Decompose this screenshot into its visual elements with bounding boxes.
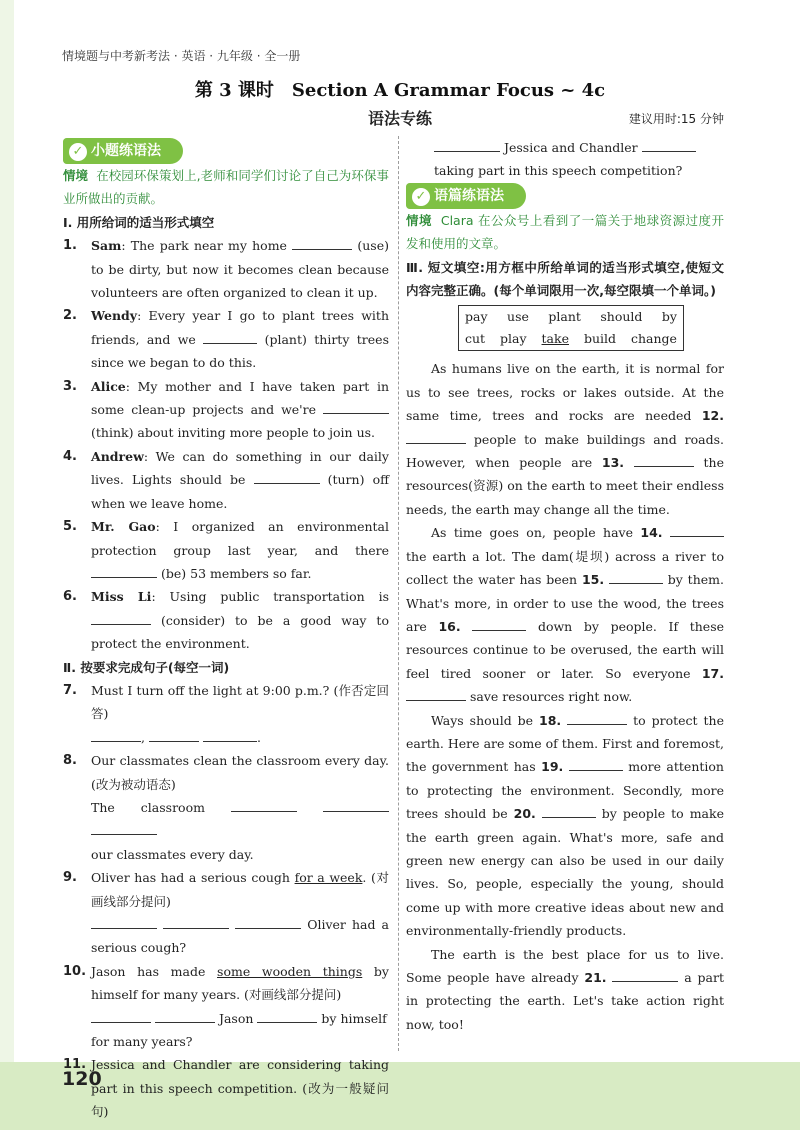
speaker: Sam bbox=[91, 238, 122, 254]
answer-blank[interactable] bbox=[203, 329, 257, 344]
answer-blank[interactable] bbox=[634, 452, 694, 467]
question-10 bbox=[63, 960, 389, 1054]
series-header: 情境题与中考新考法 · 英语 · 九年级 · 全一册 bbox=[62, 49, 301, 63]
answer-blank[interactable] bbox=[542, 803, 596, 818]
answer-blank[interactable] bbox=[434, 137, 500, 152]
word-item: pay bbox=[465, 309, 488, 325]
answer-blank[interactable] bbox=[569, 756, 623, 771]
question-1 bbox=[63, 234, 389, 304]
question-text: (consider) to be a good way to protect the environment. bbox=[91, 612, 389, 652]
banner-grammar-exercises bbox=[63, 138, 183, 164]
question-2 bbox=[63, 304, 389, 374]
underlined-phrase: for a week bbox=[294, 870, 363, 886]
question-11-continued bbox=[406, 136, 724, 183]
blank-number: 14. bbox=[640, 525, 663, 541]
question-number: 7. bbox=[63, 682, 77, 698]
answer-blank[interactable] bbox=[203, 727, 257, 742]
question-text: Jessica and Chandler are considering taking part in this speech competition. (改为一般疑问句) bbox=[91, 1057, 389, 1120]
passage-text: Ways should be bbox=[431, 712, 534, 728]
blank-number: 16. bbox=[438, 618, 461, 634]
passage-paragraph-1 bbox=[406, 357, 724, 521]
passage-text: to protect the earth. Here are some of them. First and foremost, the government has bbox=[406, 712, 724, 775]
word-item: play bbox=[500, 331, 527, 347]
answer-blank[interactable] bbox=[91, 563, 157, 578]
word-box bbox=[458, 305, 684, 351]
question-text: Oliver has had a serious cough bbox=[91, 870, 290, 886]
section-heading-2: Ⅱ. 按要求完成句子(每空一词) bbox=[63, 659, 230, 675]
question-text: : The park near my home bbox=[121, 238, 287, 254]
context-label: 情境 bbox=[406, 212, 432, 228]
sentence-tail: Oliver had a serious cough? bbox=[91, 917, 389, 956]
passage-text: down by people. If these resources continue to be overused, the earth will feel tired sooner or later. So everyone bbox=[406, 618, 724, 681]
punctuation: , bbox=[141, 729, 145, 745]
question-text: (plant) thirty trees since we began to do this. bbox=[91, 331, 389, 371]
answer-blank[interactable] bbox=[612, 967, 678, 982]
question-text: : Every year I go to plant trees with friends, and we bbox=[91, 308, 389, 347]
answer-blank[interactable] bbox=[257, 1008, 317, 1023]
word-item: take bbox=[541, 331, 569, 347]
blank-number: 21. bbox=[584, 970, 607, 985]
question-number: 6. bbox=[63, 589, 77, 605]
banner-label: 语篇练语法 bbox=[434, 187, 504, 204]
word-item: use bbox=[507, 309, 529, 325]
section-heading-3: Ⅲ. 短文填空:用方框中所给单词的适当形式填空,使短文内容完整正确。(每个单词限用一次,每空限填一个单词。) bbox=[406, 259, 724, 299]
question-number: 2. bbox=[63, 308, 77, 324]
word-item: cut bbox=[465, 331, 486, 347]
speaker: Alice bbox=[91, 378, 126, 394]
passage-text: The earth is the best place for us to live. Some people have already bbox=[406, 946, 724, 985]
word-row bbox=[465, 306, 677, 328]
blank-number: 17. bbox=[701, 665, 724, 681]
question-text: (think) about inviting more people to join us. bbox=[91, 425, 376, 441]
question-5 bbox=[63, 515, 389, 585]
answer-blank[interactable] bbox=[149, 727, 199, 742]
answer-blank[interactable] bbox=[472, 616, 526, 631]
underlined-phrase: some wooden things bbox=[217, 963, 363, 979]
question-number: 9. bbox=[63, 870, 77, 886]
page-subtitle: 语法专练 bbox=[367, 109, 432, 128]
context-label: 情境 bbox=[63, 168, 89, 183]
passage-paragraph-3 bbox=[406, 709, 724, 943]
question-7 bbox=[63, 679, 389, 749]
answer-blank[interactable] bbox=[609, 569, 663, 584]
passage-paragraph-4 bbox=[406, 943, 724, 1037]
question-11 bbox=[63, 1053, 389, 1123]
speaker: Mr. Gao bbox=[91, 519, 156, 535]
context-text: Clara 在公众号上看到了一篇关于地球资源过度开发和使用的文章。 bbox=[406, 212, 724, 252]
answer-blank[interactable] bbox=[642, 137, 696, 152]
passage-text: As time goes on, people have bbox=[431, 525, 633, 541]
question-number: 4. bbox=[63, 448, 77, 464]
answer-blank[interactable] bbox=[670, 522, 724, 537]
passage-text: by them. What's more, in order to use the wood, the trees are bbox=[406, 572, 724, 634]
banner-passage-grammar bbox=[406, 183, 526, 209]
question-number: 8. bbox=[63, 753, 77, 769]
blank-number: 20. bbox=[513, 806, 536, 822]
passage-text: save resources right now. bbox=[469, 689, 633, 705]
answer-blank[interactable] bbox=[163, 914, 229, 929]
check-icon: ✓ bbox=[69, 143, 87, 161]
passage-text: As humans live on the earth, it is normal for us to see trees, rocks or lakes outside. At the same time, trees and rocks are needed bbox=[406, 361, 724, 424]
answer-blank[interactable] bbox=[91, 820, 157, 835]
sentence-name: Jason bbox=[218, 1010, 254, 1026]
question-text: : We can do something in our daily lives. Lights should be bbox=[91, 448, 389, 488]
blank-number: 19. bbox=[541, 759, 564, 775]
context-block bbox=[63, 164, 389, 211]
speaker: Miss Li bbox=[91, 589, 152, 605]
speaker: Wendy bbox=[91, 308, 138, 324]
question-number: 10. bbox=[63, 963, 87, 979]
question-4 bbox=[63, 445, 389, 515]
question-text: : I organized an environmental protection group last year, and there bbox=[91, 519, 390, 558]
question-text: by himself for many years. (对画线部分提问) bbox=[91, 963, 389, 1003]
question-text: (be) 53 members so far. bbox=[160, 565, 312, 581]
passage-text: by people to make the earth green again. What's more, safe and green new energy can also be used in our daily lives. So, people, especially the young, should come up with more creative ideas about new and environmentally-friendly products. bbox=[406, 806, 724, 939]
page-title: 第 3 课时 Section A Grammar Focus ~ 4c bbox=[194, 80, 606, 101]
word-item: build bbox=[583, 331, 617, 347]
speaker: Andrew bbox=[91, 448, 144, 464]
question-6 bbox=[63, 585, 389, 655]
answer-blank[interactable] bbox=[231, 797, 297, 812]
sentence-tail: our classmates every day. bbox=[91, 846, 254, 862]
answer-blank[interactable] bbox=[406, 686, 466, 701]
section-heading-1: Ⅰ. 用所给词的适当形式填空 bbox=[63, 214, 215, 230]
passage-text: people to make buildings and roads. However, when people are bbox=[406, 431, 724, 471]
left-column bbox=[63, 138, 389, 1124]
answer-blank[interactable] bbox=[91, 727, 141, 742]
passage-text: the earth a lot. The dam(堤坝) across a river to collect the water has been bbox=[406, 548, 724, 588]
passage-text: more attention to protecting the environment. Secondly, more trees should be bbox=[406, 759, 724, 822]
question-text: Jason has made bbox=[91, 963, 206, 979]
question-text: (use) to be dirty, but now it becomes clean because volunteers are often organized to clean it up. bbox=[91, 238, 389, 301]
question-text: Our classmates clean the classroom every day. (改为被动语态) bbox=[91, 753, 389, 792]
page-number: 120 bbox=[62, 1068, 102, 1090]
answer-blank[interactable] bbox=[567, 710, 627, 725]
right-column bbox=[406, 136, 724, 1036]
context-text: 在校园环保策划上,老师和同学们讨论了自己为环保事业所做出的贡献。 bbox=[63, 168, 389, 207]
question-text: (turn) off when we leave home. bbox=[91, 472, 389, 511]
word-item: by bbox=[661, 309, 677, 325]
context-block bbox=[406, 209, 724, 256]
passage-text: a part in protecting the earth. Let's take action right now, too! bbox=[406, 970, 725, 1032]
question-text: : My mother and I have taken part in some clean-up projects and we're bbox=[91, 378, 389, 418]
sentence-tail: for many years? bbox=[91, 1034, 193, 1050]
banner-label: 小题练语法 bbox=[91, 143, 161, 159]
sentence-lead: The classroom bbox=[91, 799, 205, 815]
sentence-tail: by himself bbox=[321, 1010, 387, 1026]
question-text: . (对画线部分提问) bbox=[91, 870, 389, 909]
word-row bbox=[465, 328, 677, 350]
sentence-tail: taking part in this speech competition? bbox=[434, 163, 683, 179]
word-item: change bbox=[630, 331, 677, 347]
answer-blank[interactable] bbox=[91, 914, 157, 929]
answer-blank[interactable] bbox=[254, 469, 320, 484]
question-text: Jessica and Chandler bbox=[503, 140, 638, 155]
question-number: 1. bbox=[63, 238, 77, 254]
left-margin-strip bbox=[0, 0, 14, 1130]
question-number: 3. bbox=[63, 378, 77, 394]
question-3 bbox=[63, 375, 389, 445]
question-8 bbox=[63, 749, 389, 866]
answer-blank[interactable] bbox=[406, 429, 466, 444]
word-item: plant bbox=[548, 309, 581, 325]
question-text: : Using public transportation is bbox=[151, 589, 389, 605]
answer-blank[interactable] bbox=[155, 1008, 215, 1023]
answer-blank[interactable] bbox=[91, 1008, 151, 1023]
passage-text: the resources(资源) on the earth to meet their endless needs, the earth may change all the time. bbox=[406, 455, 725, 517]
question-9 bbox=[63, 866, 389, 960]
blank-number: 15. bbox=[581, 572, 605, 588]
answer-blank[interactable] bbox=[323, 399, 389, 414]
answer-blank[interactable] bbox=[292, 235, 352, 250]
question-number: 5. bbox=[63, 519, 77, 535]
punctuation: . bbox=[256, 729, 261, 745]
blank-number: 13. bbox=[601, 455, 625, 471]
suggested-time: 建议用时:15 分钟 bbox=[628, 112, 724, 126]
word-item: should bbox=[600, 309, 643, 325]
question-number: 11. bbox=[63, 1057, 87, 1073]
question-text: Must I turn off the light at 9:00 p.m.? (作否定回答) bbox=[91, 682, 389, 722]
check-icon: ✓ bbox=[412, 188, 430, 206]
answer-blank[interactable] bbox=[323, 797, 389, 812]
answer-blank[interactable] bbox=[91, 610, 151, 625]
blank-number: 18. bbox=[539, 712, 562, 728]
column-divider bbox=[398, 136, 399, 1051]
passage-paragraph-2 bbox=[406, 521, 724, 708]
blank-number: 12. bbox=[701, 408, 724, 424]
answer-blank[interactable] bbox=[235, 914, 301, 929]
